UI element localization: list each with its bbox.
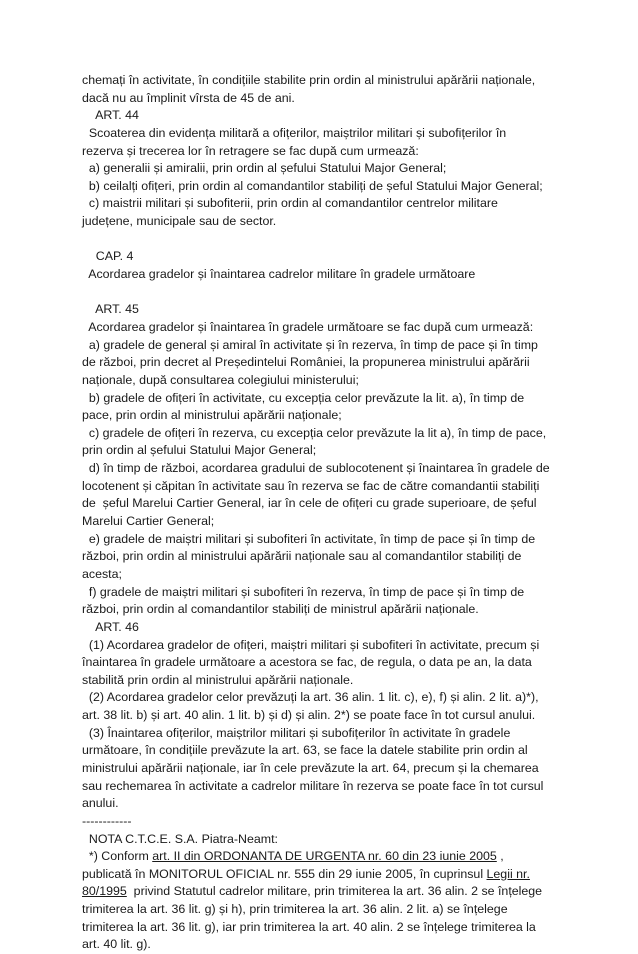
text-line: dacă nu au împlinit vîrsta de 45 de ani. xyxy=(82,90,295,105)
text-line: NOTA C.T.C.E. S.A. Piatra-Neamt: xyxy=(82,831,278,846)
text-line: de război, prin decret al Președintelui României, la propunerea ministrului apărării xyxy=(82,355,530,370)
blank-line xyxy=(82,231,562,249)
note-body xyxy=(82,848,562,954)
text-line: c) gradele de ofițeri în rezerva, cu excepția celor prevăzute la lit a), în timp de pace, xyxy=(82,425,547,440)
note-line xyxy=(82,866,562,884)
text-line: e) gradele de maiștri militari și subofiteri în activitate, în timp de pace și în timp de xyxy=(82,531,536,546)
text-line: (2) Acordarea gradelor celor prevăzuți la art. 36 alin. 1 lit. c), e), f) și alin. 2 lit. a)*), xyxy=(82,690,539,705)
text-line: naționale, după consultarea colegiului ministerului; xyxy=(82,372,359,387)
text-line: Acordarea gradelor și înaintarea în gradele următoare se fac după cum urmează: xyxy=(82,319,534,334)
text-line: război, prin ordin al ministrului apărării naționale sau al comandantilor stabiliți de xyxy=(82,549,522,564)
text-line: anului. xyxy=(82,796,119,811)
text-line: sau rechemarea în activitate a cadrelor militare în rezerva se poate face în tot cursul xyxy=(82,778,544,793)
text-line: ART. 46 xyxy=(82,619,139,634)
ordonanta-link[interactable]: art. II din ORDONANTA DE URGENTA nr. 60 din 23 iunie 2005 xyxy=(152,849,497,864)
note-text: *) Conform xyxy=(82,849,153,864)
text-line: CAP. 4 xyxy=(82,249,134,264)
text-line: prin ordin al șefului Statului Major General; xyxy=(82,443,317,458)
text-line: ART. 45 xyxy=(82,302,139,317)
note-text: publicată în MONITORUL OFICIAL nr. 555 din 29 iunie 2005, în cuprinsul xyxy=(82,866,487,881)
text-line: județene, municipale sau de sector. xyxy=(82,214,277,229)
blank-line xyxy=(82,284,562,302)
text-line: pace, prin ordin al ministrului apărării naționale; xyxy=(82,408,342,423)
text-line: a) gradele de general și amiral în activitate și în rezerva, în timp de pace și în timp xyxy=(82,337,538,352)
note-text: privind Statutul cadrelor militare, prin trimiterea la art. 36 alin. 2 se înțelege xyxy=(126,884,543,899)
text-line: următoare, în condițiile prevăzute la art. 63, se face la datele stabilite prin ordin al xyxy=(82,743,528,758)
text-line: a) generalii și amiralii, prin ordin al șefului Statului Major General; xyxy=(82,161,447,176)
text-line: Scoaterea din evidența militară a ofițerilor, maiștrilor militari și subofițerilor în xyxy=(82,125,507,140)
text-line: d) în timp de război, acordarea gradului de sublocotenent și înaintarea în gradele de xyxy=(82,461,550,476)
text-line: acesta; xyxy=(82,566,122,581)
text-line: Acordarea gradelor și înaintarea cadrelor militare în gradele următoare xyxy=(82,267,476,282)
text-line: f) gradele de maiștri militari și subofiteri în rezerva, în timp de pace și în timp de xyxy=(82,584,525,599)
text-line: ART. 44 xyxy=(82,108,139,123)
note-line: art. 40 lit. g). xyxy=(82,937,151,952)
note-line: trimiterea la art. 36 lit. g), iar prin trimiterea la art. 40 alin. 2 se înțelege trimiterea la xyxy=(82,919,536,934)
text-line: rezerva și trecerea lor în retragere se fac după cum urmează: xyxy=(82,143,419,158)
text-line: război, prin ordin al comandantilor stabiliți de ministrul apărării naționale. xyxy=(82,602,479,617)
text-line: locotenent și căpitan în activitate sau în rezerva se fac de către comandantii stabiliți xyxy=(82,478,540,493)
text-line: art. 38 lit. b) și art. 40 alin. 1 lit. b) și d) și alin. 2*) se poate face în tot cursul anului. xyxy=(82,708,536,723)
text-line: ------------ xyxy=(82,813,132,828)
text-line: ministrului apărării naționale, iar în cele prevăzute la art. 64, precum și la chemarea xyxy=(82,760,539,775)
text-line: b) ceilalți ofițeri, prin ordin al comandantilor stabiliți de șeful Statului Major General; xyxy=(82,178,543,193)
lege-link[interactable]: Legii nr. xyxy=(486,866,530,881)
lege-number-link[interactable]: 80/1995 xyxy=(82,884,127,899)
text-line: c) maistrii militari și subofiterii, prin ordin al comandantilor centrelor militare xyxy=(82,196,498,211)
text-line: (1) Acordarea gradelor de ofițeri, maiștri militari și subofiteri în activitate, precum și xyxy=(82,637,540,652)
document-body xyxy=(82,72,562,848)
note-line xyxy=(82,883,562,901)
text-line: b) gradele de ofițeri în activitate, cu excepția celor prevăzute la lit. a), în timp de xyxy=(82,390,525,405)
text-line: chemați în activitate, în condițiile stabilite prin ordin al ministrului apărării naționale, xyxy=(82,73,536,87)
note-text: , xyxy=(496,849,504,864)
note-line xyxy=(82,848,562,866)
text-line: de șeful Marelui Cartier General, iar în cele de ofițeri cu grade superioare, de șeful xyxy=(82,496,537,511)
text-line: (3) Înaintarea ofițerilor, maiștrilor militari și subofițerilor în activitate în gradele xyxy=(82,725,511,740)
text-line: Marelui Cartier General; xyxy=(82,514,215,529)
note-line: trimiterea la art. 36 lit. g) și h), prin trimiterea la art. 36 alin. 2 lit. a) se înțelege xyxy=(82,902,508,917)
text-line: înaintarea în gradele următoare a acestora se fac, de regula, o data pe an, la data xyxy=(82,655,532,670)
document-page xyxy=(82,72,562,954)
text-line: stabilită prin ordin al ministrului apărării naționale. xyxy=(82,672,354,687)
